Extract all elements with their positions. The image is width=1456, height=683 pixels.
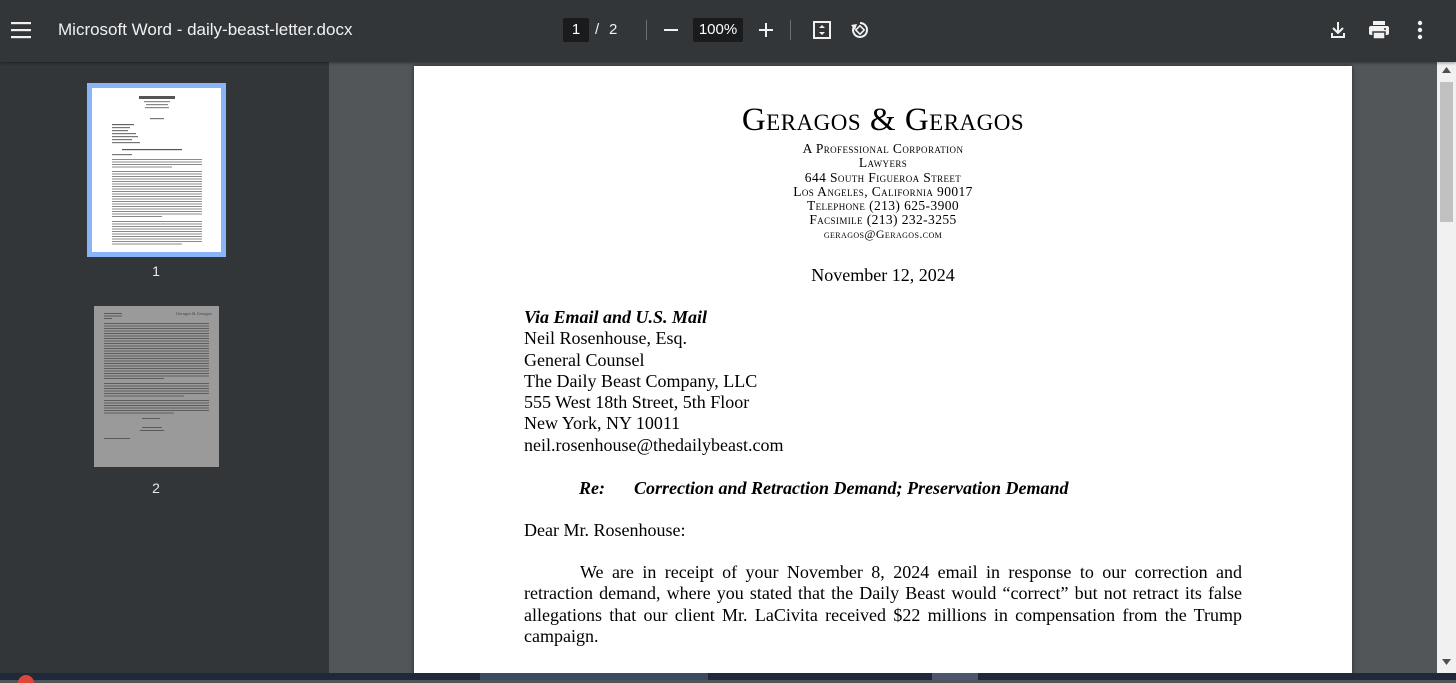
letterhead-line: A Professional Corporation: [802, 141, 964, 156]
letterhead-line: Los Angeles, California 90017: [793, 184, 973, 199]
thumbnail-page-1-content: [92, 88, 221, 252]
more-vertical-icon: [1417, 20, 1423, 40]
recipient-line: Neil Rosenhouse, Esq.: [524, 328, 687, 349]
document-viewer[interactable]: [329, 62, 1437, 680]
rotate-icon: [849, 19, 871, 41]
delivery-method: Via Email and U.S. Mail: [524, 307, 708, 327]
print-button[interactable]: [1366, 17, 1392, 43]
menu-icon: [10, 21, 32, 39]
taskbar-app-icon[interactable]: [18, 675, 34, 683]
scrollbar-thumb[interactable]: [1440, 82, 1453, 222]
fit-to-page-button[interactable]: [810, 18, 834, 42]
download-icon: [1329, 21, 1347, 39]
menu-button[interactable]: [8, 16, 34, 44]
toolbar-divider: [790, 20, 791, 40]
recipient-line: 555 West 18th Street, 5th Floor: [524, 392, 750, 413]
page-separator: /: [595, 21, 600, 38]
page-total: 2: [609, 21, 618, 38]
recipient-line: General Counsel: [524, 349, 645, 370]
body-paragraph: We are in receipt of your November 8, 2024 email in response to our correction and retraction demand, where you stated that the Daily Beast would “correct” but not retract its false allegations that our client Mr. LaCivita received $22 millions in compensation from the Trump campaign.: [524, 562, 1242, 646]
document-page: [414, 66, 1352, 680]
rotate-button[interactable]: [847, 17, 873, 43]
salutation: Dear Mr. Rosenhouse:: [524, 520, 686, 540]
letter-date: November 12, 2024: [811, 265, 955, 285]
print-icon: [1368, 20, 1390, 40]
recipient-block: [524, 307, 784, 456]
letterhead-line: Telephone (213) 625-3900: [806, 198, 960, 213]
taskbar-active-app[interactable]: [932, 673, 978, 680]
fit-page-icon: [812, 20, 832, 40]
thumbnail-2-header: Geragos & Geragos: [176, 311, 212, 316]
letterhead-line: Facsimile (213) 232-3255: [809, 212, 957, 227]
pdf-toolbar: [0, 0, 1456, 62]
toolbar-divider: [646, 20, 647, 40]
letterhead-line: 644 South Figueroa Street: [804, 170, 962, 185]
re-label: Re:: [579, 478, 605, 498]
thumbnail-sidebar: [0, 62, 329, 680]
zoom-out-button[interactable]: [659, 18, 683, 42]
zoom-input[interactable]: 100%: [693, 18, 743, 42]
document-title: Microsoft Word - daily-beast-letter.docx: [58, 20, 353, 39]
recipient-email: neil.rosenhouse@thedailybeast.com: [524, 434, 784, 455]
more-options-button[interactable]: [1410, 17, 1430, 43]
scroll-down-arrow-icon[interactable]: [1441, 658, 1452, 666]
thumbnail-page-2-content: [94, 306, 219, 467]
recipient-line: New York, NY 10011: [524, 413, 681, 434]
minus-icon: [663, 22, 679, 38]
recipient-line: The Daily Beast Company, LLC: [524, 370, 758, 391]
zoom-in-button[interactable]: [754, 18, 778, 42]
re-subject: Correction and Retraction Demand; Preservation Demand: [634, 478, 1069, 498]
taskbar-strip: [0, 673, 1456, 680]
letterhead-line: Lawyers: [858, 155, 908, 170]
download-button[interactable]: [1326, 18, 1350, 42]
page-number-input[interactable]: 1: [563, 18, 589, 42]
thumbnail-1-label: 1: [152, 263, 160, 279]
letterhead-email: geragos@Geragos.com: [823, 227, 943, 241]
thumbnail-2-label: 2: [152, 480, 160, 496]
thumbnail-page-2[interactable]: [94, 306, 219, 467]
vertical-scrollbar[interactable]: [1437, 62, 1456, 680]
thumbnail-page-1[interactable]: [87, 83, 226, 257]
scroll-up-arrow-icon[interactable]: [1441, 66, 1452, 74]
plus-icon: [758, 22, 774, 38]
letterhead-firm-name: Geragos & Geragos: [741, 102, 1025, 138]
taskbar-search-area[interactable]: [480, 673, 708, 680]
